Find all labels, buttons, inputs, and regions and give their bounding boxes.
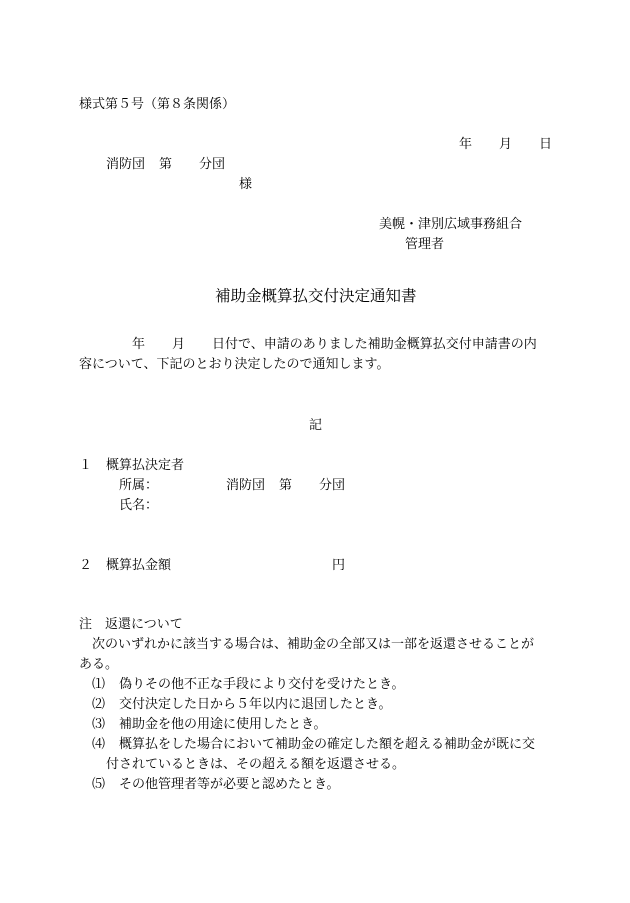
note-item-2-text: 交付決定した日から５年以内に退団したとき。 [119, 697, 392, 712]
body-line1-rest: 日付で、申請のありました補助金概算払交付申請書の内 [212, 337, 537, 352]
body-month: 月 [172, 337, 186, 352]
note-item-4-number: ⑷ [92, 737, 106, 752]
note-item-4-text: 概算払をした場合において補助金の確定した額を超える補助金が既に交 [119, 737, 536, 752]
note-intro-line1: 次のいずれかに該当する場合は、補助金の全部又は一部を返還させることが [92, 637, 535, 652]
note-heading: 注 返還について [79, 617, 183, 632]
item-2-heading: 概算払金額 [106, 558, 172, 573]
date-year: 年 [459, 137, 473, 152]
affiliation-label: 所属： [119, 478, 159, 493]
affiliation-branch: 分団 [319, 478, 346, 493]
body-line2: 容について、下記のとおり決定したので通知します。 [79, 357, 390, 372]
ki-heading: 記 [309, 418, 323, 433]
note-item-3-text: 補助金を他の用途に使用したとき。 [119, 717, 327, 732]
recipient-branch: 分団 [199, 157, 226, 172]
recipient-dai: 第 [159, 157, 173, 172]
note-item-2-number: ⑵ [92, 697, 106, 712]
note-intro-line2: ある。 [79, 657, 119, 672]
affiliation-brigade: 消防団 [226, 478, 266, 493]
recipient-brigade: 消防団 [106, 157, 146, 172]
date-month: 月 [499, 137, 513, 152]
note-item-5-number: ⑸ [92, 777, 106, 792]
item-2-number: ２ [79, 558, 93, 573]
item-1-number: １ [79, 458, 93, 473]
item-1-heading: 概算払決定者 [106, 458, 185, 473]
note-item-5-text: その他管理者等が必要と認めたとき。 [119, 777, 340, 792]
note-item-4-text-cont: 付されているときは、その超える額を返還させる。 [106, 757, 406, 772]
amount-unit: 円 [332, 558, 346, 573]
issuer-org: 美幌・津別広域事務組合 [379, 217, 523, 232]
form-label: 様式第５号（第８条関係） [79, 97, 236, 112]
issuer-role: 管理者 [405, 237, 445, 252]
note-item-1-text: 偽りその他不正な手段により交付を受けたとき。 [119, 677, 405, 692]
date-day: 日 [539, 137, 553, 152]
affiliation-dai: 第 [279, 478, 293, 493]
note-item-1-number: ⑴ [92, 677, 106, 692]
document-title: 補助金概算払交付決定通知書 [215, 287, 417, 305]
recipient-honorific: 様 [239, 177, 253, 192]
body-year: 年 [132, 337, 146, 352]
name-label: 氏名： [119, 498, 159, 513]
note-item-3-number: ⑶ [92, 717, 106, 732]
